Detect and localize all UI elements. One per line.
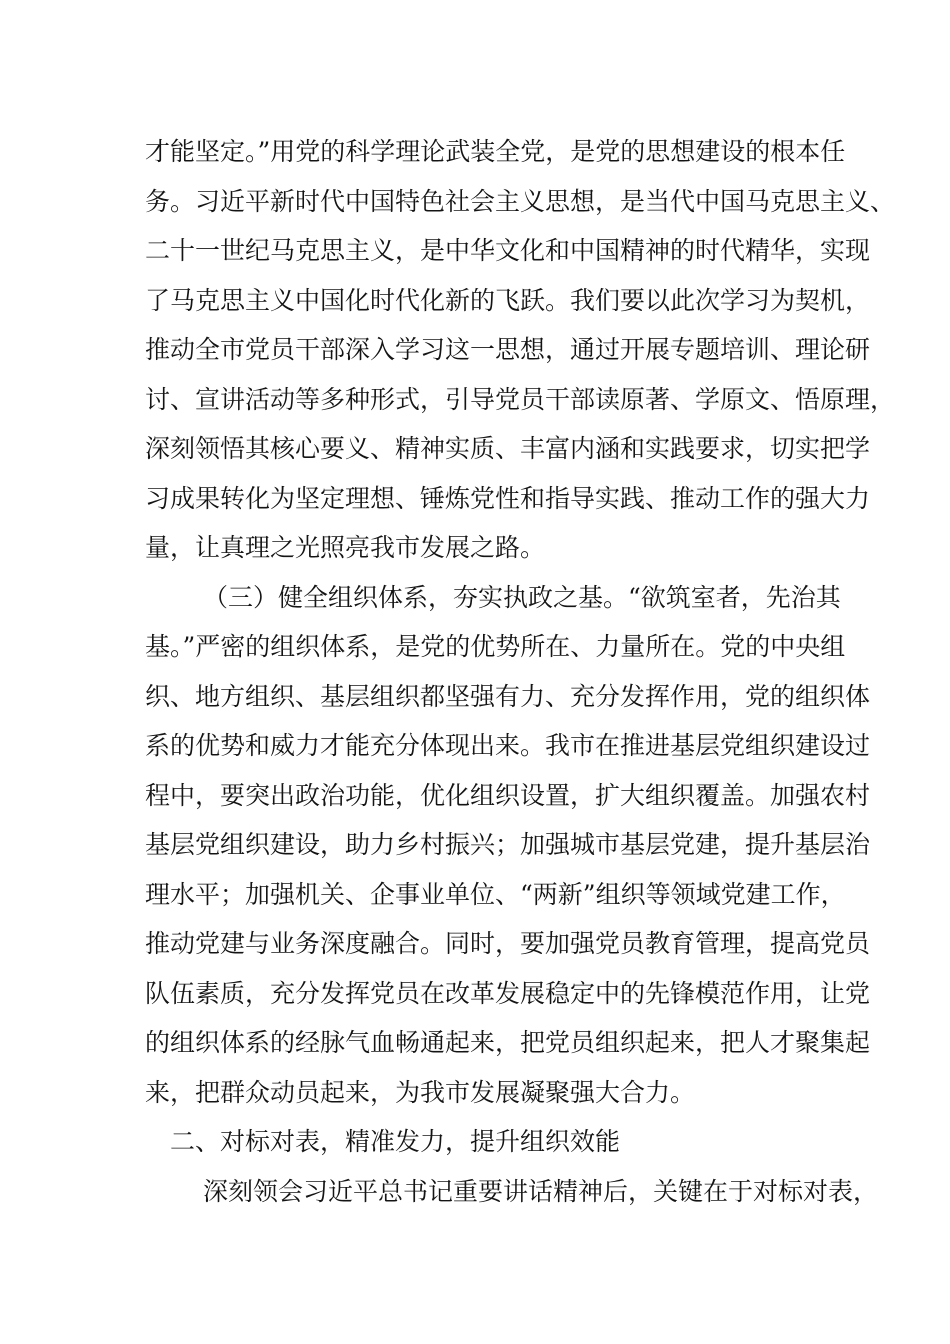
paragraph-line: 深刻领会习近平总书记重要讲话精神后，关键在于对标对表， [203, 1176, 879, 1206]
paragraph-line: 系的优势和威力才能充分体现出来。我市在推进基层党组织建设过 [145, 731, 871, 760]
paragraph-line: 务。习近平新时代中国特色社会主义思想，是当代中国马克思主义、 [145, 186, 896, 216]
paragraph-line: 推动全市党员干部深入学习这一思想，通过开展专题培训、理论研 [145, 335, 871, 364]
paragraph-line: 理水平；加强机关、企事业单位、“两新”组织等领域党建工作， [145, 879, 846, 909]
paragraph-line: 织、地方组织、基层组织都坚强有力、充分发挥作用，党的组织体 [145, 681, 871, 711]
document-body [145, 127, 896, 1216]
paragraph-line: 了马克思主义中国化时代化新的飞跃。我们要以此次学习为契机， [145, 285, 871, 315]
paragraph-line: 深刻领悟其核心要义、精神实质、丰富内涵和实践要求，切实把学 [145, 434, 871, 463]
paragraph-line: 量，让真理之光照亮我市发展之路。 [145, 533, 546, 562]
paragraph-line: 推动党建与业务深度融合。同时，要加强党员教育管理，提高党员 [145, 929, 871, 958]
section-heading-line: （三）健全组织体系，夯实执政之基。“欲筑室者，先治其 [203, 582, 841, 612]
paragraph-line: 才能坚定。”用党的科学理论武装全党，是党的思想建设的根本任 [145, 137, 846, 166]
paragraph-line: 讨、宣讲活动等多种形式，引导党员干部读原著、学原文、悟原理， [145, 384, 896, 414]
paragraph-line: 来，把群众动员起来，为我市发展凝聚强大合力。 [145, 1077, 696, 1107]
paragraph-line: 程中，要突出政治功能，优化组织设置，扩大组织覆盖。加强农村 [145, 780, 871, 810]
paragraph-line: 习成果转化为坚定理想、锤炼党性和指导实践、推动工作的强大力 [145, 483, 871, 513]
paragraph-line: 的组织体系的经脉气血畅通起来，把党员组织起来，把人才聚集起 [145, 1028, 871, 1057]
paragraph-line: 基层党组织建设，助力乡村振兴；加强城市基层党建，提升基层治 [145, 830, 871, 859]
chapter-heading: 二、对标对表，精准发力，提升组织效能 [170, 1127, 621, 1156]
paragraph-line: 队伍素质，充分发挥党员在改革发展稳定中的先锋模范作用，让党 [145, 978, 871, 1008]
paragraph-line: 基。”严密的组织体系，是党的优势所在、力量所在。党的中央组 [145, 632, 846, 661]
paragraph-line: 二十一世纪马克思主义，是中华文化和中国精神的时代精华，实现 [145, 236, 871, 265]
